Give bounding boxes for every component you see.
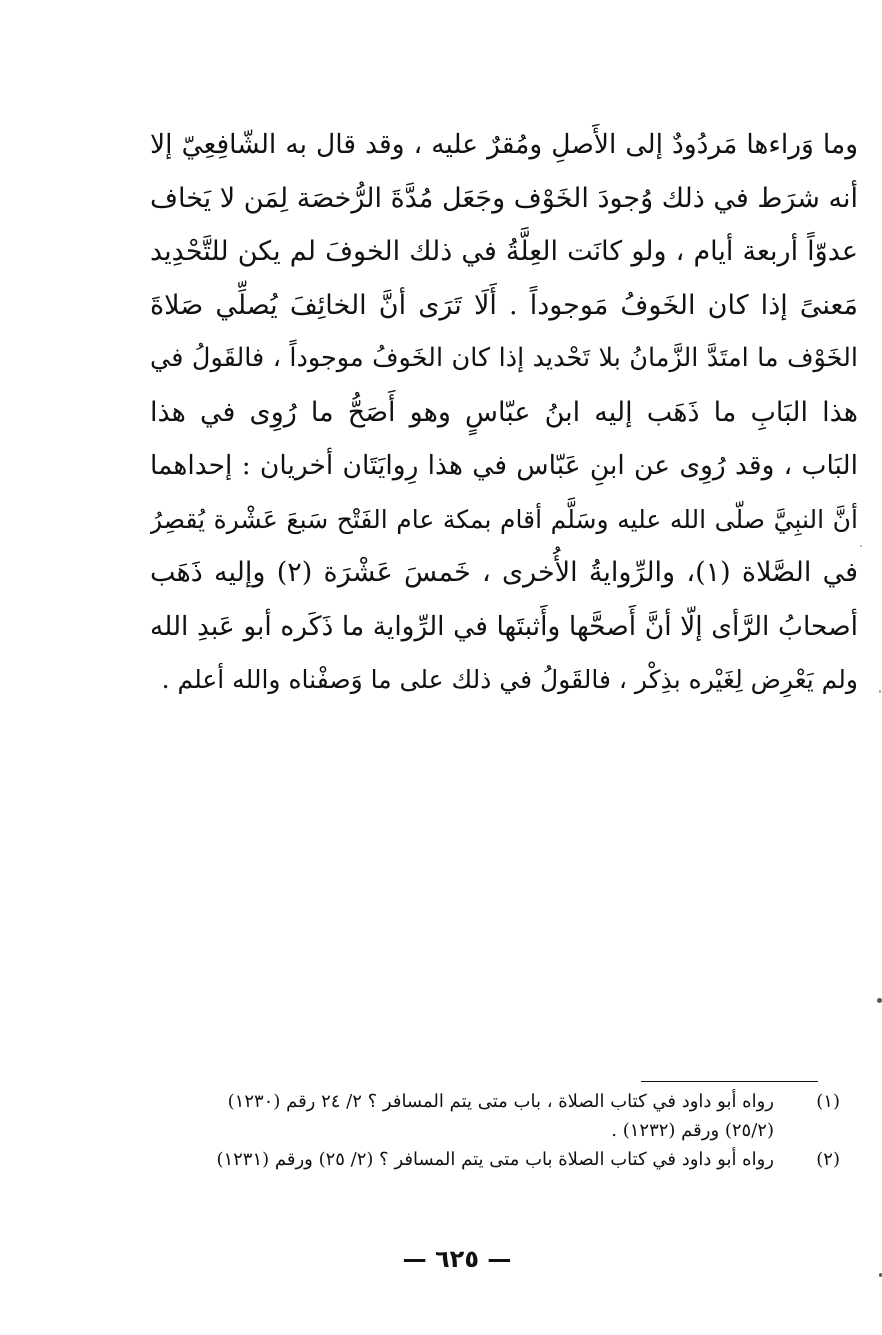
page-number: — ٦٢٥ — <box>402 1245 512 1273</box>
text-line: البَاب ، وقد رُوِى عن ابنِ عَبّاس في هذا رِوايَتَان أخريان : إحداهما <box>150 450 858 481</box>
text-line: أصحابُ الرَّأى إلّا أنَّ أَصحَّها وأَثبتَها في الرِّواية ما ذَكَره أبو عَبدِ الله <box>150 610 858 642</box>
text-line: عدوّاً أربعة أيام ، ولو كانَت العِلَّةُ في ذلك الخوفَ لم يكن للتَّحْدِيد <box>150 236 858 267</box>
footnote-2 <box>160 1145 840 1174</box>
text-line: أنَّ النبِيَّ صلّى الله عليه وسَلَّم أقام بمكة عام الفَتْح سَبعَ عَشْرة يُقصِرُ <box>150 504 858 534</box>
text-line: في الصَّلاة (١)، والرِّوايةُ الأُخرى ، خَمسَ عَشْرَة (٢) وإليه ذَهَب <box>150 557 858 588</box>
footnote-number: (٢) <box>816 1149 840 1170</box>
footnote-1 <box>160 1087 840 1145</box>
scan-speck <box>877 998 882 1003</box>
scan-speck <box>879 690 881 693</box>
footnote-number: (١) <box>816 1091 840 1112</box>
footnotes-block <box>160 1087 840 1174</box>
scan-speck <box>860 545 862 547</box>
text-line: وما وَراءها مَردُودٌ إلى الأَصلِ ومُقرٌ عليه ، وقد قال به الشّافِعِيّ إلا <box>150 129 858 160</box>
footnote-text-line: رواه أبو داود في كتاب الصلاة باب متى يتم المسافر ؟ (٢/ ٢٥) ورقم (١٢٣١) <box>216 1149 774 1170</box>
text-line: هذا البَابِ ما ذَهَب إليه ابنُ عبّاسٍ وهو أَصَحُّ ما رُوِى في هذا <box>150 396 858 428</box>
main-text-block <box>150 118 858 707</box>
footnote-text-line: (٢٥/٢) ورقم (١٢٣٢) . <box>611 1120 774 1141</box>
text-line: ولم يَعْرِض لِغَيْره بذِكْر ، فالقَولُ في ذلك على ما وَصفْناه والله أعلم . <box>161 665 858 694</box>
text-line: أنه شرَط في ذلك وُجودَ الخَوْف وجَعَل مُدَّةَ الرُّخصَة لِمَن لا يَخاف <box>150 182 858 214</box>
footnote-separator <box>641 1081 818 1082</box>
text-line: مَعنىً إذا كان الخَوفُ مَوجوداً . أَلَا تَرَى أنَّ الخائِفَ يُصلِّي صَلاةَ <box>150 289 858 321</box>
footnote-text-line: رواه أبو داود في كتاب الصلاة ، باب متى يتم المسافر ؟ ٢/ ٢٤ رقم (١٢٣٠) <box>227 1091 774 1112</box>
text-line: الخَوْف ما امتَدَّ الزَّمانُ بلا تَحْديد إذا كان الخَوفُ موجوداً ، فالقَولُ في <box>150 343 858 373</box>
